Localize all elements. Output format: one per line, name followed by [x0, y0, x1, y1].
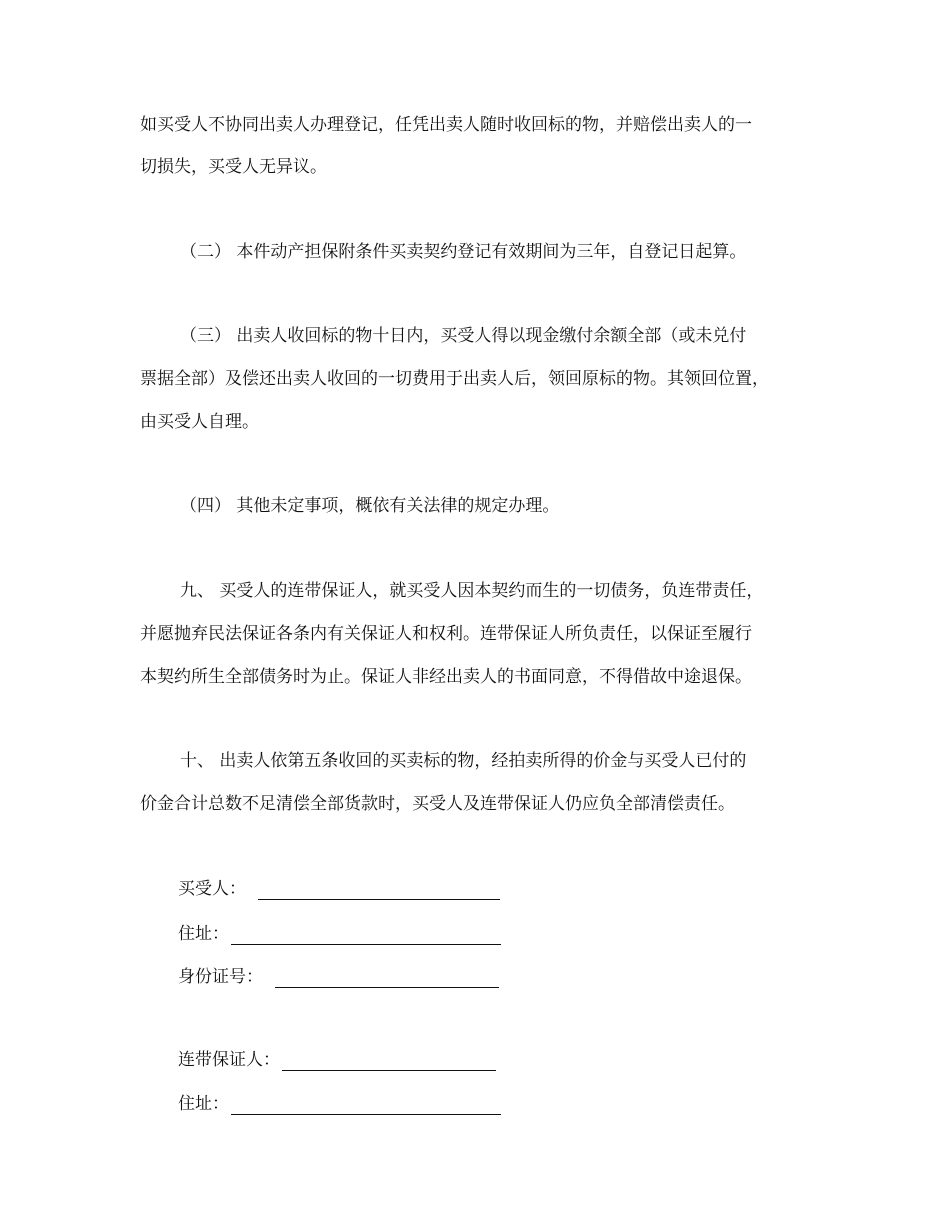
signature-buyer-line[interactable]: [258, 883, 500, 900]
signature-guarantor: [178, 1047, 496, 1071]
signature-buyer-label: 买受人：: [178, 879, 246, 899]
paragraph-4-line-1: （四） 其他未定事项，概依有关法律的规定办理。: [180, 496, 560, 516]
signature-buyer-id-label: 身份证号：: [178, 967, 263, 987]
signature-buyer-id: [178, 964, 499, 988]
signature-guarantor-address: [178, 1091, 501, 1115]
paragraph-5-line-3: 本契约所生全部债务时为止。保证人非经出卖人的书面同意，不得借故中途退保。: [140, 667, 752, 687]
paragraph-1-line-1: 如买受人不协同出卖人办理登记，任凭出卖人随时收回标的物，并赔偿出卖人的一: [140, 115, 752, 135]
signature-guarantor-label: 连带保证人：: [178, 1050, 280, 1070]
paragraph-6-line-2: 价金合计总数不足清偿全部货款时，买受人及连带保证人仍应负全部清偿责任。: [140, 794, 735, 814]
signature-buyer-address: [178, 921, 501, 945]
paragraph-6-line-1: 十、 出卖人依第五条收回的买卖标的物，经拍卖所得的价金与买受人已付的: [180, 751, 747, 771]
paragraph-1-line-2: 切损失，买受人无异议。: [140, 157, 327, 177]
signature-guarantor-line[interactable]: [282, 1054, 496, 1071]
signature-guarantor-address-line[interactable]: [231, 1098, 501, 1115]
signature-guarantor-address-label: 住址：: [178, 1094, 229, 1114]
paragraph-5-line-2: 并愿抛弃民法保证各条内有关保证人和权利。连带保证人所负责任，以保证至履行: [140, 624, 752, 644]
signature-buyer-id-line[interactable]: [275, 971, 499, 988]
signature-buyer-address-label: 住址：: [178, 924, 229, 944]
paragraph-5-line-1: 九、 买受人的连带保证人，就买受人因本契约而生的一切债务，负连带责任，: [180, 581, 764, 601]
paragraph-2-line-1: （二） 本件动产担保附条件买卖契约登记有效期间为三年，自登记日起算。: [180, 242, 747, 262]
paragraph-3-line-2: 票据全部）及偿还出卖人收回的一切费用于出卖人后，领回原标的物。其领回位置，: [140, 369, 769, 389]
paragraph-3-line-1: （三） 出卖人收回标的物十日内，买受人得以现金缴付余额全部（或未兑付: [180, 326, 747, 346]
signature-buyer-address-line[interactable]: [231, 928, 501, 945]
signature-buyer: [178, 876, 500, 900]
paragraph-3-line-3: 由买受人自理。: [140, 412, 259, 432]
